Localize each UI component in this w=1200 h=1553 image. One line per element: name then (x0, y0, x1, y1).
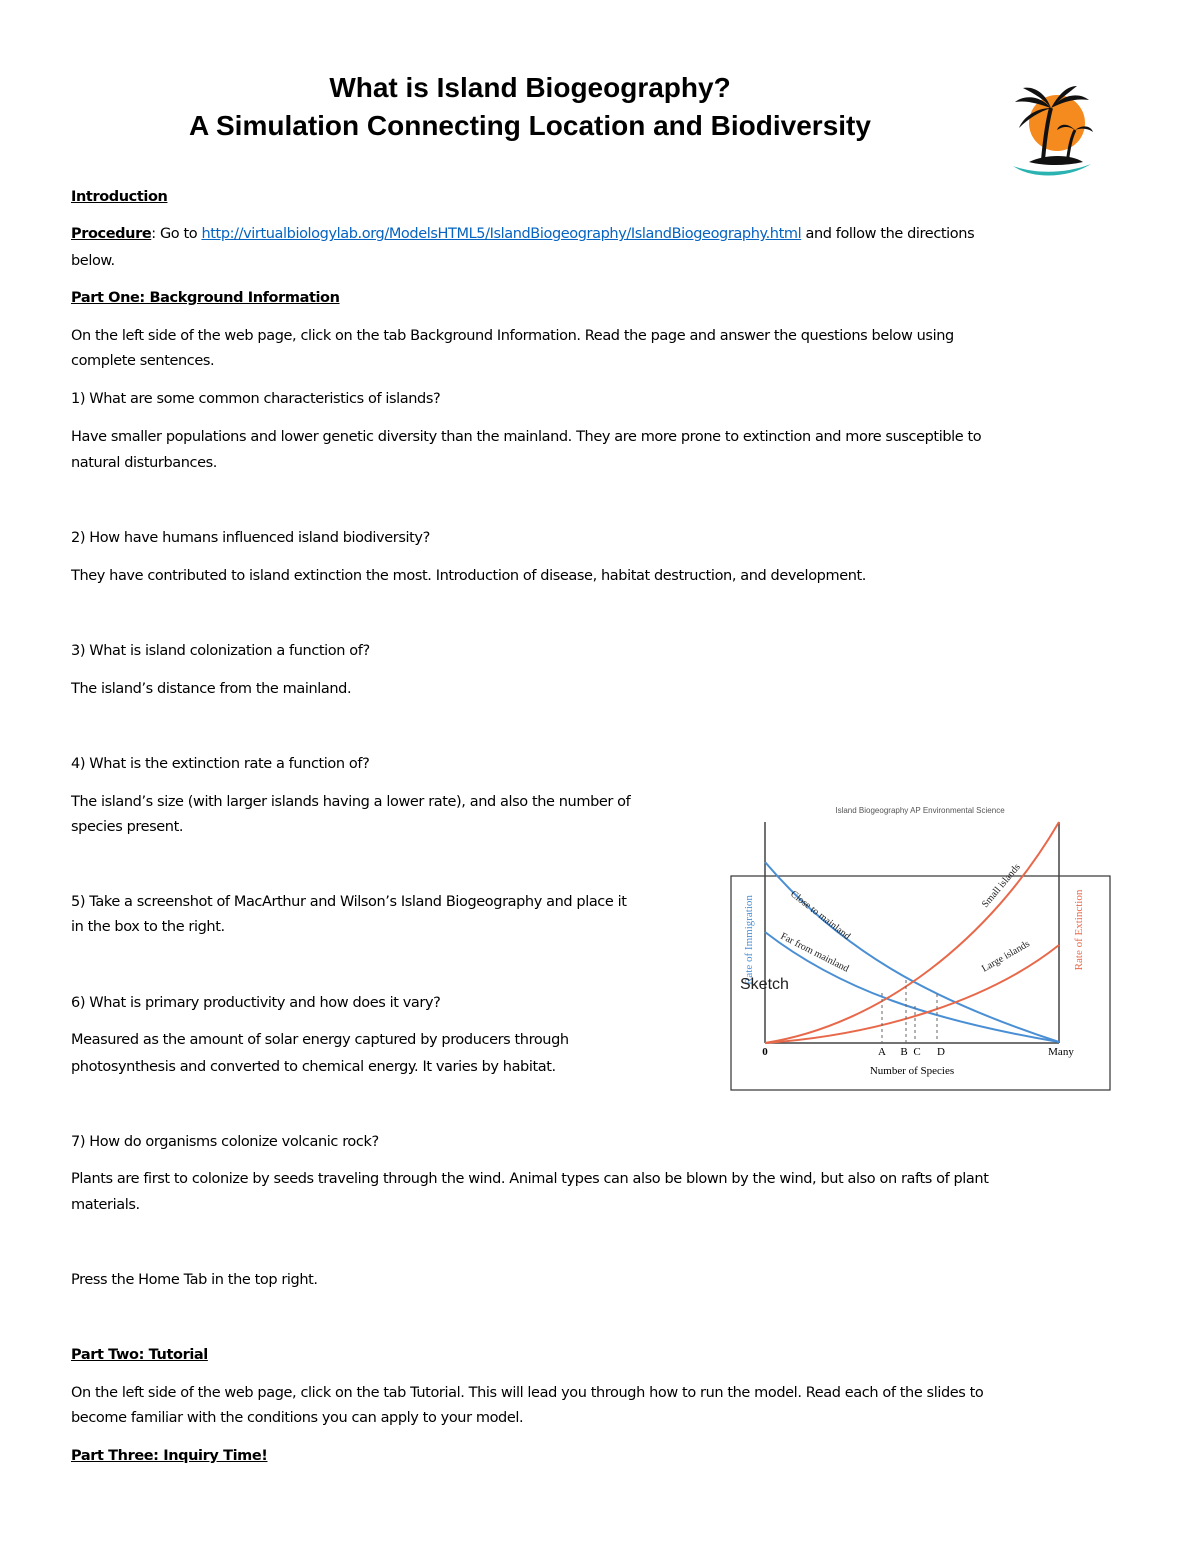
home-tab-instruction: Press the Home Tab in the top right. (71, 1272, 318, 1288)
answer-2: They have contributed to island extinction the most. Introduction of disease, habitat destruction, and development. (71, 568, 866, 584)
sketch-label: Sketch (740, 976, 789, 993)
answer-1-line-2: natural disturbances. (71, 455, 217, 471)
document-title-line-1: What is Island Biogeography? (329, 72, 731, 103)
part-two-instructions-line-2: become familiar with the conditions you can apply to your model. (71, 1410, 524, 1426)
introduction-heading: Introduction (71, 189, 168, 205)
question-7: 7) How do organisms colonize volcanic rock? (71, 1134, 379, 1150)
document-title-line-2: A Simulation Connecting Location and Biodiversity (189, 110, 871, 141)
island-biogeography-graph (730, 800, 1112, 1092)
question-1: 1) What are some common characteristics of islands? (71, 391, 441, 407)
large-islands-curve (765, 945, 1059, 1043)
far-from-mainland-label: Far from mainland (778, 930, 851, 975)
point-label-d: D (937, 1046, 945, 1058)
point-label-c: C (913, 1046, 921, 1058)
part-two-heading: Part Two: Tutorial (71, 1347, 208, 1363)
figure-title: Island Biogeography AP Environmental Science (835, 806, 1005, 815)
part-two-instructions-line-1: On the left side of the web page, click on the tab Tutorial. This will lead you through how to run the model. Read each of the slides to (71, 1385, 984, 1401)
point-label-a: A (878, 1046, 886, 1058)
part-one-instructions-line-1: On the left side of the web page, click on the tab Background Information. Read the page and answer the questions below using (71, 328, 954, 344)
question-6: 6) What is primary productivity and how does it vary? (71, 995, 441, 1011)
answer-7-line-2: materials. (71, 1197, 140, 1213)
large-islands-label: Large islands (980, 938, 1032, 975)
answer-3: The island’s distance from the mainland. (71, 681, 352, 697)
answer-6-line-1: Measured as the amount of solar energy captured by producers through (71, 1032, 569, 1048)
close-to-mainland-label: Close to mainland (788, 888, 853, 943)
procedure-prefix: : Go to (151, 226, 202, 242)
answer-6-line-2: photosynthesis and converted to chemical energy. It varies by habitat. (71, 1059, 556, 1075)
simulation-link[interactable]: http://virtualbiologylab.org/ModelsHTML5/IslandBiogeography/IslandBiogeography.html (201, 226, 802, 242)
y-right-label: Rate of Extinction (1073, 889, 1085, 971)
procedure-line (71, 221, 1131, 247)
y-left-label: Rate of Immigration (743, 895, 755, 985)
question-2: 2) How have humans influenced island biodiversity? (71, 530, 430, 546)
answer-7-line-1: Plants are first to colonize by seeds traveling through the wind. Animal types can also be blown by the wind, but also on rafts of plant (71, 1171, 989, 1187)
palm-island-logo (1005, 78, 1095, 178)
question-3: 3) What is island colonization a function of? (71, 643, 370, 659)
x-many-label: Many (1048, 1046, 1074, 1058)
procedure-suffix: and follow the directions (801, 226, 975, 242)
x-axis-label: Number of Species (869, 1065, 955, 1077)
part-one-instructions-line-2: complete sentences. (71, 353, 215, 369)
part-one-heading: Part One: Background Information (71, 290, 340, 306)
procedure-label: Procedure (71, 226, 152, 242)
question-4: 4) What is the extinction rate a function of? (71, 756, 370, 772)
answer-4-line-2: species present. (71, 819, 184, 835)
answer-4-line-1: The island’s size (with larger islands having a lower rate), and also the number of (71, 794, 631, 810)
part-three-heading: Part Three: Inquiry Time! (71, 1448, 268, 1464)
point-label-b: B (900, 1046, 908, 1058)
answer-1-line-1: Have smaller populations and lower genetic diversity than the mainland. They are more prone to extinction and more susceptible to (71, 429, 982, 445)
small-islands-curve (765, 822, 1059, 1043)
question-5-line-2: in the box to the right. (71, 919, 225, 935)
x-zero-label: 0 (762, 1046, 768, 1058)
question-5-line-1: 5) Take a screenshot of MacArthur and Wilson’s Island Biogeography and place it (71, 894, 627, 910)
procedure-continuation: below. (71, 253, 115, 269)
small-islands-label: Small islands (979, 861, 1023, 910)
